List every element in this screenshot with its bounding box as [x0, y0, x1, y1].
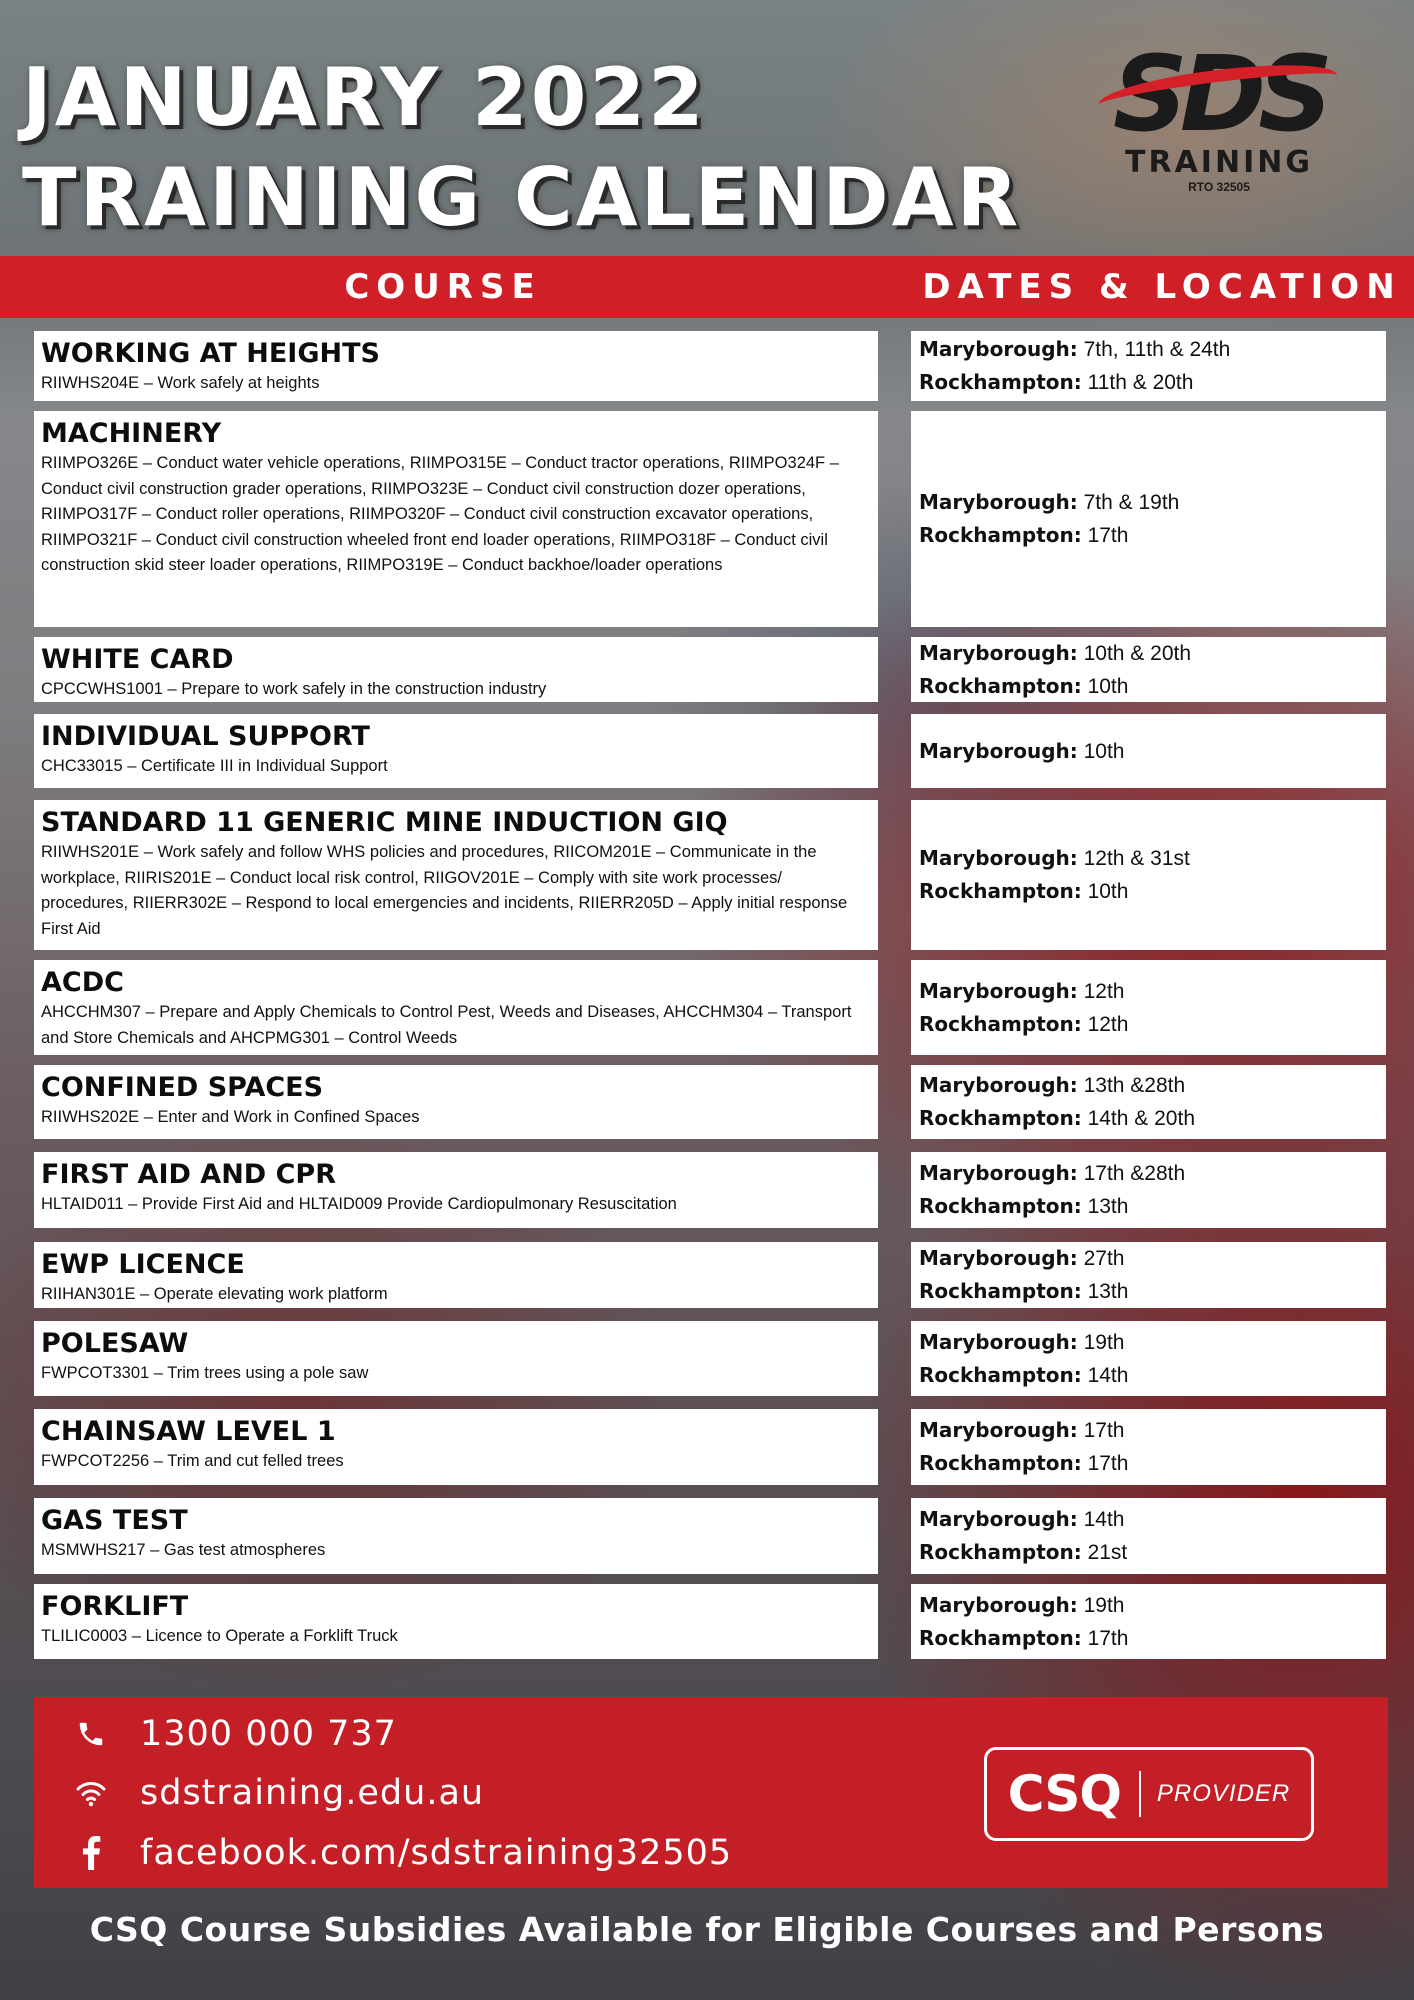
- course-dates: [911, 1321, 1386, 1396]
- course-info: [34, 714, 878, 788]
- location-label: Maryborough:: [919, 640, 1078, 665]
- course-name: FIRST AID AND CPR: [41, 1159, 336, 1190]
- course-name: GAS TEST: [41, 1505, 188, 1536]
- date-values: 13th: [1087, 1280, 1129, 1303]
- course-dates: [911, 1584, 1386, 1659]
- rockhampton-dates: [919, 1447, 1378, 1480]
- course-units: FWPCOT3301 – Trim trees using a pole saw: [41, 1364, 369, 1382]
- logo-sds-text: SDS: [1112, 33, 1326, 155]
- course-name: INDIVIDUAL SUPPORT: [41, 721, 370, 752]
- course-name: FORKLIFT: [41, 1591, 189, 1622]
- location-label: Maryborough:: [919, 978, 1078, 1003]
- website-url: sdstraining.edu.au: [140, 1773, 485, 1813]
- course-info: [34, 1152, 878, 1228]
- header-dates-location: DATES & LOCATION: [922, 267, 1402, 307]
- contact-facebook[interactable]: [72, 1828, 732, 1878]
- location-label: Maryborough:: [919, 490, 1078, 514]
- course-row: [0, 1065, 1414, 1139]
- date-values: 11th & 20th: [1087, 371, 1194, 394]
- location-label: Maryborough:: [919, 1507, 1078, 1531]
- date-values: 19th: [1083, 1593, 1125, 1617]
- course-units: CHC33015 – Certificate III in Individual Support: [41, 757, 388, 775]
- rockhampton-dates: [919, 1622, 1378, 1655]
- location-label: Maryborough:: [919, 1246, 1078, 1270]
- sds-training-logo: [1088, 33, 1350, 200]
- subsidy-tagline: CSQ Course Subsidies Available for Eligible Courses and Persons: [89, 1910, 1325, 1949]
- location-label: Rockhampton:: [919, 1106, 1082, 1130]
- course-name: ACDC: [41, 967, 124, 998]
- location-label: Rockhampton:: [919, 1540, 1082, 1564]
- rockhampton-dates: [919, 366, 1378, 399]
- facebook-icon: [72, 1834, 110, 1872]
- title-line-2: TRAINING CALENDAR: [22, 151, 1022, 244]
- page-title: [22, 48, 1072, 248]
- date-values: 13th &28th: [1083, 1074, 1186, 1097]
- rockhampton-dates: [919, 875, 1378, 908]
- location-label: Rockhampton:: [919, 1451, 1082, 1475]
- date-values: 14th: [1083, 1508, 1125, 1531]
- date-values: 7th & 19th: [1083, 491, 1180, 514]
- course-units: RIIWHS201E – Work safely and follow WHS policies and procedures, RIICOM201E – Communicate in the workplace, RIIRIS201E – Conduct local risk control, RIIGOV201E – Comply with site work processes/ procedures, RIIERR302E – Respond to local emergencies and incidents, RIIERR205D – Apply initial response First Aid: [41, 843, 848, 938]
- date-values: 17th: [1087, 524, 1129, 547]
- course-name: CHAINSAW LEVEL 1: [41, 1416, 336, 1447]
- course-info: [34, 331, 878, 401]
- wifi-icon: [72, 1774, 110, 1812]
- date-values: 17th: [1083, 1419, 1125, 1442]
- logo-training-text: TRAINING: [1125, 145, 1313, 180]
- contact-phone[interactable]: [72, 1709, 397, 1759]
- course-row: [0, 1242, 1414, 1308]
- date-values: 12th: [1083, 979, 1125, 1003]
- course-name: WHITE CARD: [41, 644, 234, 675]
- location-label: Rockhampton:: [919, 1194, 1082, 1218]
- course-dates: [911, 800, 1386, 950]
- course-dates: [911, 1498, 1386, 1574]
- location-label: Maryborough:: [919, 846, 1078, 870]
- location-label: Maryborough:: [919, 1073, 1078, 1097]
- course-units: RIIWHS204E – Work safely at heights: [41, 374, 320, 392]
- location-label: Rockhampton:: [919, 523, 1082, 547]
- location-label: Rockhampton:: [919, 1625, 1082, 1650]
- csq-logo: CSQ: [1007, 1765, 1121, 1823]
- date-values: 27th: [1083, 1247, 1125, 1270]
- course-name: CONFINED SPACES: [41, 1072, 324, 1103]
- maryborough-dates: [919, 1503, 1378, 1536]
- location-label: Rockhampton:: [919, 1011, 1082, 1036]
- date-values: 10th: [1087, 674, 1129, 698]
- course-name: MACHINERY: [41, 418, 222, 449]
- rockhampton-dates: [919, 1536, 1378, 1569]
- course-dates: [911, 637, 1386, 702]
- course-dates: [911, 960, 1386, 1055]
- contact-footer: [34, 1697, 1388, 1888]
- course-row: [0, 1498, 1414, 1574]
- csq-provider-label: PROVIDER: [1156, 1780, 1291, 1807]
- maryborough-dates: [919, 637, 1378, 670]
- course-name: WORKING AT HEIGHTS: [41, 338, 380, 369]
- maryborough-dates: [919, 1157, 1378, 1190]
- course-units: RIIHAN301E – Operate elevating work platform: [41, 1285, 388, 1303]
- course-dates: [911, 1409, 1386, 1485]
- date-values: 17th: [1087, 1626, 1129, 1650]
- course-units: RIIMPO326E – Conduct water vehicle operations, RIIMPO315E – Conduct tractor operations, RIIMPO324F – Conduct civil construction grader operations, RIIMPO323E – Conduct civil construction dozer operations, RIIMPO317F – Conduct roller operations, RIIMPO320F – Conduct civil construction excavator operations, RIIMPO321F – Conduct civil construction wheeled front end loader operations, RIIMPO318F – Conduct civil construction skid steer loader operations, RIIMPO319E – Conduct backhoe/loader operations: [41, 454, 839, 574]
- course-row: [0, 331, 1414, 401]
- course-row: [0, 1321, 1414, 1396]
- date-values: 19th: [1083, 1330, 1125, 1354]
- course-dates: [911, 1242, 1386, 1308]
- date-values: 13th: [1087, 1195, 1129, 1218]
- rockhampton-dates: [919, 1102, 1378, 1135]
- date-values: 21st: [1087, 1541, 1128, 1564]
- maryborough-dates: [919, 1414, 1378, 1447]
- date-values: 10th: [1083, 739, 1125, 763]
- course-info: [34, 1409, 878, 1485]
- maryborough-dates: [919, 842, 1378, 875]
- table-header-bar: [0, 256, 1414, 318]
- course-info: [34, 1584, 878, 1659]
- course-dates: [911, 1065, 1386, 1139]
- course-row: [0, 1409, 1414, 1485]
- course-units: TLILIC0003 – Licence to Operate a Forklift Truck: [41, 1627, 398, 1645]
- location-label: Maryborough:: [919, 1329, 1078, 1354]
- course-dates: [911, 714, 1386, 788]
- course-units: CPCCWHS1001 – Prepare to work safely in the construction industry: [41, 680, 547, 698]
- course-row: [0, 960, 1414, 1055]
- location-label: Rockhampton:: [919, 1279, 1082, 1303]
- title-line-1: JANUARY 2022: [22, 51, 707, 144]
- maryborough-dates: [919, 1242, 1378, 1275]
- date-values: 17th &28th: [1083, 1162, 1186, 1185]
- course-dates: [911, 331, 1386, 401]
- csq-divider: [1139, 1771, 1141, 1817]
- maryborough-dates: [919, 975, 1378, 1008]
- location-label: Rockhampton:: [919, 1362, 1082, 1387]
- location-label: Rockhampton:: [919, 879, 1082, 903]
- course-row: [0, 411, 1414, 627]
- location-label: Maryborough:: [919, 1418, 1078, 1442]
- course-info: [34, 960, 878, 1055]
- date-values: 17th: [1087, 1452, 1129, 1475]
- location-label: Maryborough:: [919, 337, 1078, 361]
- date-values: 7th, 11th & 24th: [1083, 338, 1231, 361]
- date-values: 12th: [1087, 1012, 1129, 1036]
- facebook-url: facebook.com/sdstraining32505: [140, 1833, 733, 1873]
- phone-icon: [72, 1715, 110, 1753]
- course-row: [0, 1584, 1414, 1659]
- course-dates: [911, 411, 1386, 627]
- course-row: [0, 1152, 1414, 1228]
- date-values: 10th: [1087, 880, 1129, 903]
- maryborough-dates: [919, 1589, 1378, 1622]
- location-label: Maryborough:: [919, 738, 1078, 763]
- sds-logo-mark: [1088, 33, 1350, 155]
- date-values: 12th & 31st: [1083, 847, 1190, 870]
- course-units: RIIWHS202E – Enter and Work in Confined Spaces: [41, 1108, 420, 1126]
- location-label: Maryborough:: [919, 1161, 1078, 1185]
- course-row: [0, 800, 1414, 950]
- course-info: [34, 637, 878, 702]
- course-name: POLESAW: [41, 1328, 189, 1359]
- header-course: COURSE: [344, 267, 542, 307]
- course-info: [34, 1321, 878, 1396]
- course-dates: [911, 1152, 1386, 1228]
- rockhampton-dates: [919, 670, 1378, 703]
- rockhampton-dates: [919, 1275, 1378, 1308]
- course-row: [0, 637, 1414, 702]
- location-label: Maryborough:: [919, 1592, 1078, 1617]
- rockhampton-dates: [919, 1008, 1378, 1041]
- location-label: Rockhampton:: [919, 370, 1082, 394]
- course-info: [34, 1498, 878, 1574]
- course-info: [34, 800, 878, 950]
- maryborough-dates: [919, 1326, 1378, 1359]
- maryborough-dates: [919, 333, 1378, 366]
- course-units: FWPCOT2256 – Trim and cut felled trees: [41, 1452, 344, 1470]
- date-values: 14th & 20th: [1087, 1107, 1195, 1130]
- maryborough-dates: [919, 735, 1378, 768]
- course-units: MSMWHS217 – Gas test atmospheres: [41, 1541, 326, 1559]
- course-info: [34, 1242, 878, 1308]
- contact-website[interactable]: [72, 1768, 484, 1818]
- rockhampton-dates: [919, 1359, 1378, 1392]
- date-values: 10th & 20th: [1083, 641, 1192, 665]
- maryborough-dates: [919, 1069, 1378, 1102]
- date-values: 14th: [1087, 1363, 1129, 1387]
- rockhampton-dates: [919, 519, 1378, 552]
- location-label: Rockhampton:: [919, 673, 1082, 698]
- rockhampton-dates: [919, 1190, 1378, 1223]
- course-name: STANDARD 11 GENERIC MINE INDUCTION GIQ: [41, 807, 728, 838]
- course-info: [34, 411, 878, 627]
- course-row: [0, 714, 1414, 788]
- phone-number: 1300 000 737: [140, 1714, 397, 1754]
- course-units: HLTAID011 – Provide First Aid and HLTAID009 Provide Cardiopulmonary Resuscitation: [41, 1195, 677, 1213]
- course-name: EWP LICENCE: [41, 1249, 245, 1280]
- maryborough-dates: [919, 486, 1378, 519]
- logo-rto-number: RTO 32505: [1188, 180, 1250, 194]
- csq-provider-badge: [984, 1747, 1314, 1841]
- course-info: [34, 1065, 878, 1139]
- course-units: AHCCHM307 – Prepare and Apply Chemicals to Control Pest, Weeds and Diseases, AHCCHM304 – Transport and Store Chemicals and AHCPMG301 – Control Weeds: [41, 1003, 852, 1047]
